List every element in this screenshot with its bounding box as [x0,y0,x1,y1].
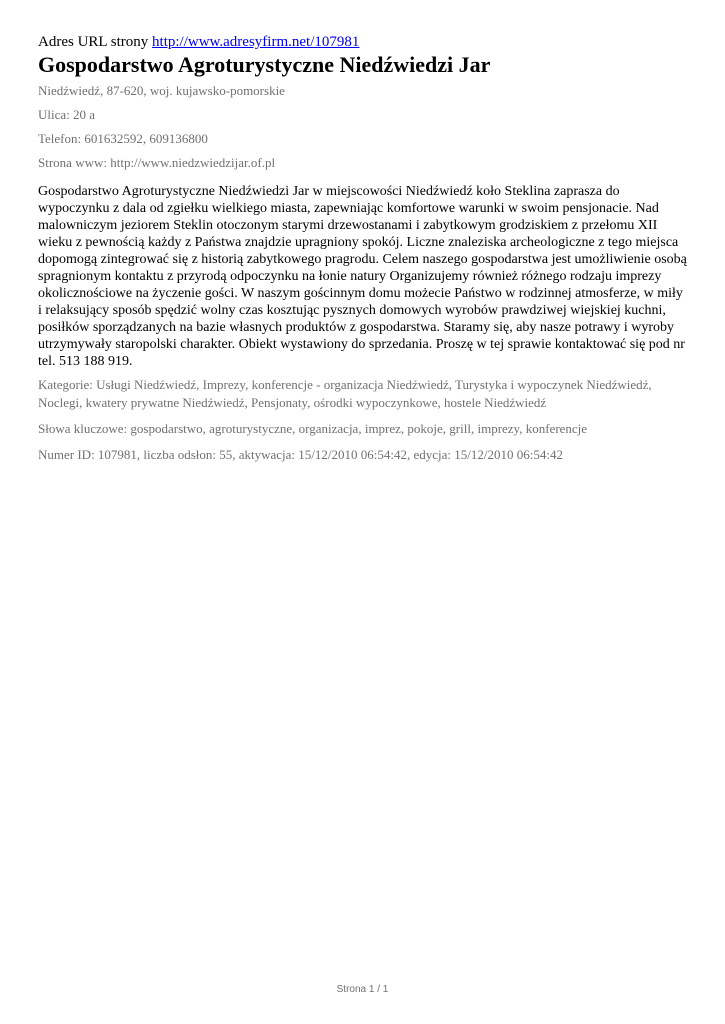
categories-text: Kategorie: Usługi Niedźwiedź, Imprezy, konferencje - organizacja Niedźwiedź, Turystyka i wypoczynek Niedźwiedź, Noclegi, kwatery prywatne Niedźwiedź, Pensjonaty, ośrodki wypoczynkowe, hostele Niedźwiedź [38,377,652,410]
page-number-footer: Strona 1 / 1 [336,984,389,995]
record-info-text: Numer ID: 107981, liczba odsłon: 55, aktywacja: 15/12/2010 06:54:42, edycja: 15/12/2010 06:54:42 [38,447,563,462]
document-page [38,33,690,472]
page-title: Gospodarstwo Agroturystyczne Niedźwiedzi Jar [38,52,491,77]
source-url-line [38,33,690,51]
address-text: Niedźwiedź, 87-620, woj. kujawsko-pomorskie [38,83,285,98]
keywords-text: Słowa kluczowe: gospodarstwo, agroturystyczne, organizacja, imprez, pokoje, grill, imprezy, konferencje [38,421,588,436]
description-text: Gospodarstwo Agroturystyczne Niedźwiedzi Jar w miejscowości Niedźwiedź koło Steklina zaprasza do wypoczynku z dala od zgiełku wielkiego miasta, zapewniając komfortowe warunki w swoim pensjonacie. Nad malowniczym jeziorem Steklin otoczonym starymi drzewostanami i zabytkowym grodziskiem z przełomu XII wieku z pewnością każdy z Państwa znajdzie upragniony spokój. Liczne znaleziska archeologiczne z tego miejsca dopomogą zintegrować się z historią zabytkowego pragrodu. Celem naszego gospodarstwa jest umożliwienie osobą spragnionym kontaktu z przyrodą odpoczynku na łonie natury Organizujemy również różnego rodzaju imprezy okolicznościowe na życzenie gości. W naszym gościnnym domu możecie Państwo w rodzinnej atmosferze, w miły i relaksujący sposób spędzić wolny czas kosztując pysznych domowych wyrobów prawdziwej wiejskiej kuchni, posiłków sporządzanych na bazie własnych produktów z gospodarstwa. Staramy się, aby nasze potrawy i wyroby utrzymywały staropolski charakter. Obiekt wystawiony do sprzedania. Proszę w tej sprawie kontaktować się pod nr tel. 513 188 919. [38,184,687,369]
phone-text: Telefon: 601632592, 609136800 [38,131,208,146]
street-text: Ulica: 20 a [38,107,96,122]
source-url-link[interactable]: http://www.adresyfirm.net/107981 [152,34,360,50]
source-url-label: Adres URL strony [38,34,149,50]
website-text: Strona www: http://www.niedzwiedzijar.of.pl [38,155,276,170]
